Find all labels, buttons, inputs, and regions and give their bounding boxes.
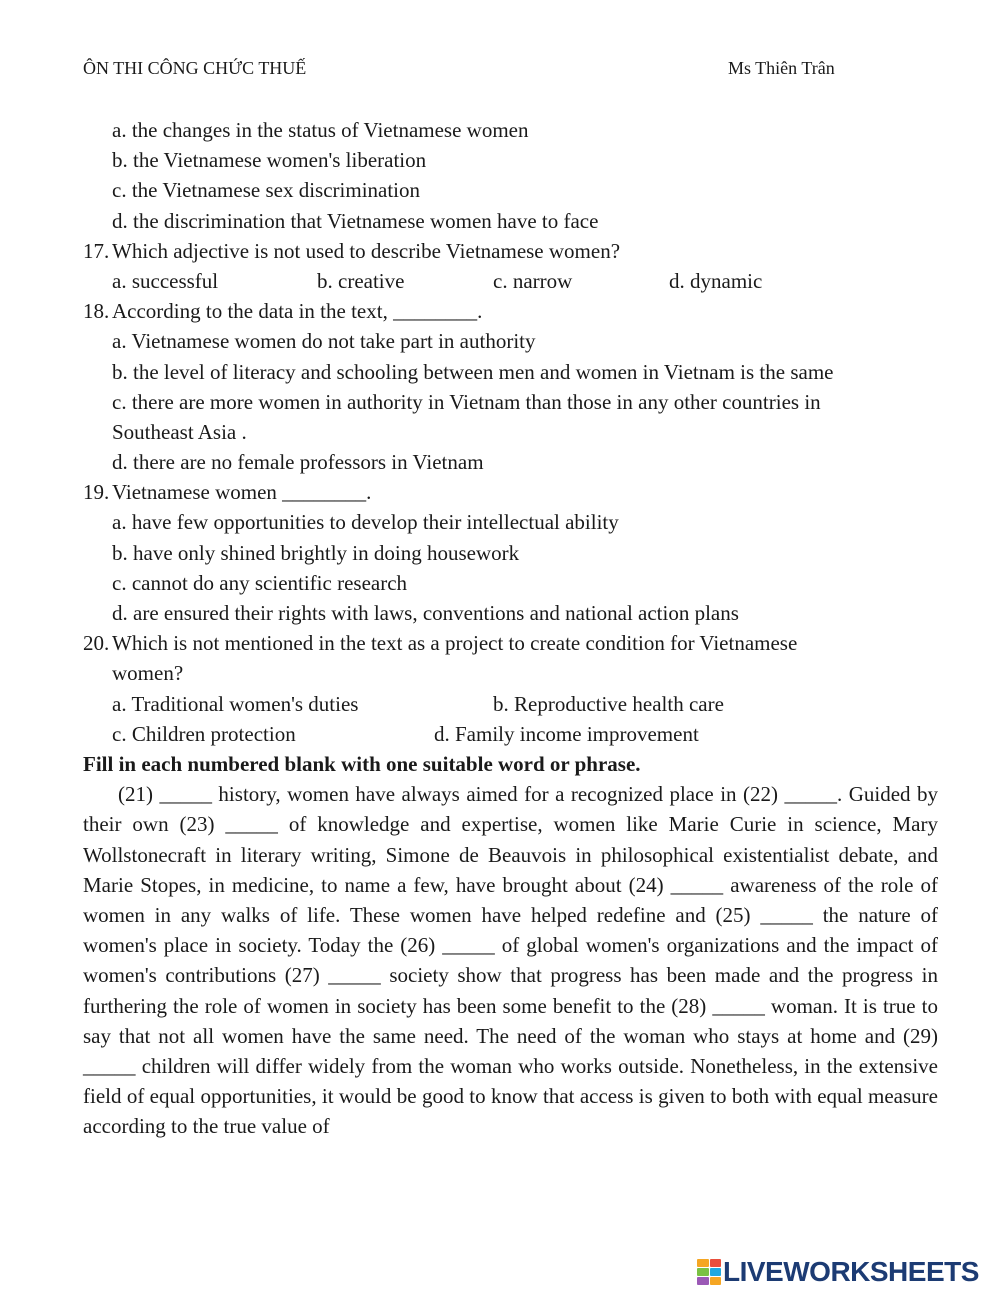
q20-options-row1 bbox=[83, 689, 938, 719]
question-19 bbox=[83, 477, 938, 507]
q19-option-a: a. have few opportunities to develop their intellectual ability bbox=[112, 510, 619, 535]
logo-block bbox=[697, 1277, 709, 1285]
q20-option-b: b. Reproductive health care bbox=[493, 691, 724, 716]
question-20-text-cont: women? bbox=[112, 661, 184, 686]
q19-option-b: b. have only shined brightly in doing housework bbox=[112, 540, 520, 565]
question-18 bbox=[83, 296, 938, 326]
q17-options bbox=[83, 266, 938, 296]
header-author: Ms Thiên Trân bbox=[728, 58, 835, 78]
question-number: 19. bbox=[83, 480, 110, 505]
question-number: 20. bbox=[83, 631, 110, 656]
question-text: Which is not mentioned in the text as a project to create condition for Vietnamese bbox=[112, 631, 798, 656]
q16-option-a: a. the changes in the status of Vietnamese women bbox=[112, 118, 529, 142]
header-title: ÔN THI CÔNG CHỨC THUẾ bbox=[83, 58, 307, 78]
worksheet-content bbox=[83, 115, 938, 1142]
question-text: Vietnamese women ________. bbox=[112, 480, 372, 505]
logo-block bbox=[710, 1277, 722, 1285]
question-text: Which adjective is not used to describe Vietnamese women? bbox=[112, 238, 621, 263]
q19-option-c: c. cannot do any scientific research bbox=[112, 570, 408, 595]
logo-block bbox=[697, 1259, 709, 1267]
q20-option-c: c. Children protection bbox=[112, 721, 296, 746]
q17-option-d: d. dynamic bbox=[669, 268, 763, 293]
q20-option-d: d. Family income improvement bbox=[434, 721, 699, 746]
section-heading: Fill in each numbered blank with one suitable word or phrase. bbox=[83, 751, 641, 776]
question-17 bbox=[83, 236, 938, 266]
q16-option-b: b. the Vietnamese women's liberation bbox=[112, 148, 427, 173]
cloze-passage: (21) _____ history, women have always aimed for a recognized place in (22) _____. Guided by their own (23) _____ of knowledge and expertise, women like Marie Curie in science, Mary Wollstonecraft in literary writing, Simone de Beauvois in philosophical existentialist debate, and Marie Stopes, in medicine, to name a few, have brought about (24) _____ awareness of the role of women in any walks of life. These women have helped redefine and (25) _____ the nature of women's place in society. Today the (26) _____ of global women's organizations and the impact of women's contributions (27) _____ society show that progress has been made and the progress in furthering the role of women in society has been some benefit to the (28) _____ woman. It is true to say that not all women have the same need. The need of the woman who stays at home and (29) _____ children will differ widely from the woman who works outside. Nonetheless, in the extensive field of equal opportunities, it would be good to know that access is given to both with equal measure according to the true value of bbox=[83, 782, 938, 1139]
q18-option-c: c. there are more women in authority in Vietnam than those in any other countries in bbox=[112, 389, 821, 414]
liveworksheets-logo bbox=[697, 1256, 979, 1288]
logo-icon bbox=[697, 1259, 721, 1285]
question-20 bbox=[83, 628, 938, 658]
q20-option-a: a. Traditional women's duties bbox=[112, 691, 359, 716]
q20-options-row2 bbox=[83, 719, 938, 749]
logo-text: LIVEWORKSHEETS bbox=[723, 1256, 979, 1287]
q18-option-a: a. Vietnamese women do not take part in authority bbox=[112, 329, 536, 354]
logo-block bbox=[710, 1268, 722, 1276]
logo-block bbox=[710, 1259, 722, 1267]
q17-option-b: b. creative bbox=[317, 268, 405, 293]
q17-option-c: c. narrow bbox=[493, 268, 573, 293]
q16-option-c: c. the Vietnamese sex discrimination bbox=[112, 178, 421, 203]
question-number: 17. bbox=[83, 238, 110, 263]
q18-option-d: d. there are no female professors in Vietnam bbox=[112, 450, 484, 475]
q18-option-b: b. the level of literacy and schooling between men and women in Vietnam is the same bbox=[112, 359, 834, 384]
question-number: 18. bbox=[83, 299, 110, 324]
q18-option-c-cont: Southeast Asia . bbox=[112, 419, 247, 444]
q16-option-d: d. the discrimination that Vietnamese women have to face bbox=[112, 208, 599, 233]
q19-option-d: d. are ensured their rights with laws, conventions and national action plans bbox=[112, 601, 739, 625]
logo-block bbox=[697, 1268, 709, 1276]
q17-option-a: a. successful bbox=[112, 268, 219, 293]
question-text: According to the data in the text, ________. bbox=[112, 299, 483, 324]
